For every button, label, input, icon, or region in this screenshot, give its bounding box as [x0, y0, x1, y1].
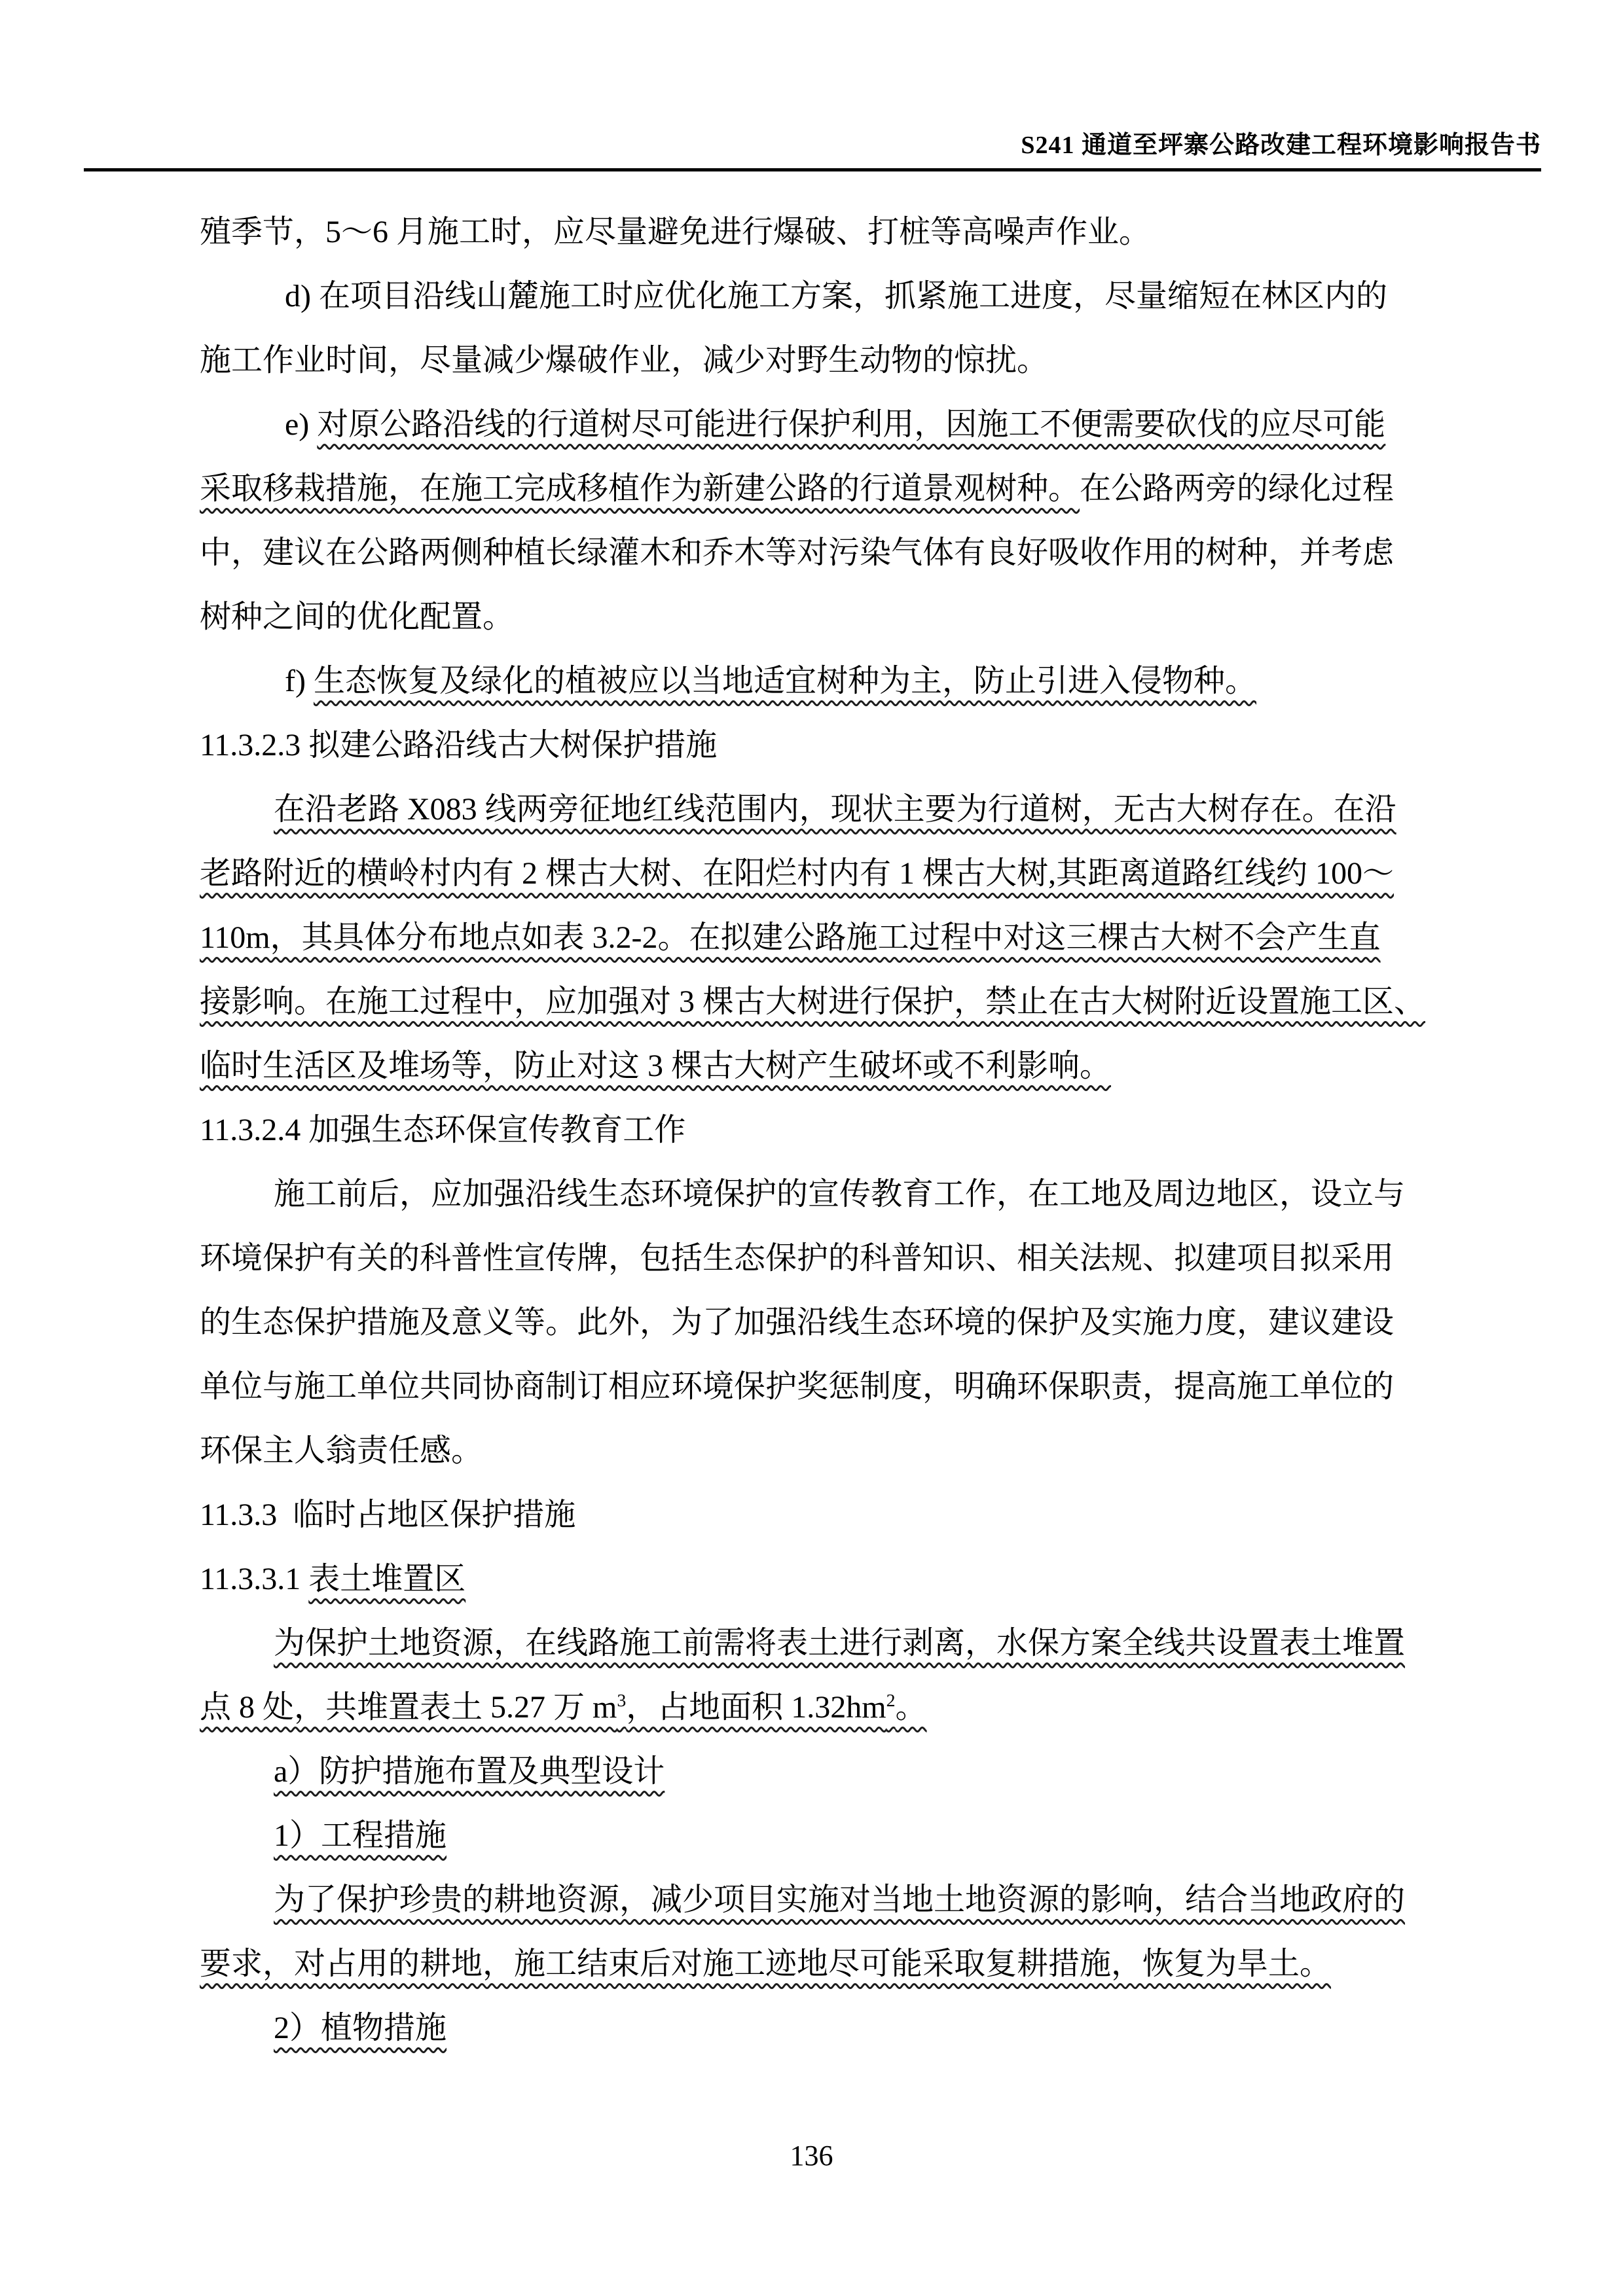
text-line — [200, 970, 1430, 1034]
text-segment: e) — [285, 407, 318, 442]
page-footer — [0, 2139, 1623, 2172]
text-line — [200, 1483, 1430, 1547]
text-segment: 在公路两旁的绿化过程 — [1080, 471, 1395, 506]
text-line — [200, 1676, 1430, 1740]
text-segment: 施工作业时间，尽量减少爆破作业，减少对野生动物的惊扰。 — [200, 343, 1049, 378]
text-segment: a）防护措施布置及典型设计 — [274, 1754, 665, 1789]
text-segment: 为保护土地资源，在线路施工前需将表土进行剥离，水保方案全线共设置表土堆置 — [274, 1626, 1406, 1660]
text-segment: 110m，其具体分布地点如表 3.2-2。在拟建公路施工过程中对这三棵古大树不会产生直 — [200, 920, 1381, 955]
text-segment: 为了保护珍贵的耕地资源，减少项目实施对当地土地资源的影响，结合当地政府的 — [274, 1882, 1406, 1917]
text-segment: 中，建议在公路两侧种植长绿灌木和乔木等对污染气体有良好吸收作用的树种，并考虑 — [200, 535, 1395, 570]
text-segment: 对原公路沿线的行道树尽可能进行保护利用，因施工不便需要砍伐的应尽可能 — [317, 407, 1386, 442]
text-segment: 点 8 处，共堆置表土 5.27 万 $m^3$，占地面积 $1.32hm^2$。 — [200, 1690, 927, 1725]
text-segment: 要求，对占用的耕地，施工结束后对施工迹地尽可能采取复耕措施，恢复为旱土。 — [200, 1946, 1332, 1981]
text-line — [200, 200, 1430, 264]
text-line — [200, 457, 1430, 521]
text-line — [200, 1868, 1430, 1932]
text-segment: 施工前后，应加强沿线生态环境保护的宣传教育工作，在工地及周边地区，设立与 — [274, 1177, 1406, 1211]
text-line — [200, 585, 1430, 649]
superscript: 3 — [617, 1691, 627, 1711]
text-line — [200, 393, 1430, 457]
text-line — [200, 1804, 1430, 1868]
text-segment: 表土堆置区 — [308, 1562, 466, 1596]
text-segment: 2）植物措施 — [274, 2011, 447, 2045]
text-segment: d) 在项目沿线山麓施工时应优化施工方案，抓紧施工进度，尽量缩短在林区内的 — [285, 279, 1387, 314]
text-line — [200, 1547, 1430, 1611]
text-segment: 生态恢复及绿化的植被应以当地适宜树种为主，防止引进入侵物种。 — [313, 664, 1256, 698]
text-segment: 单位与施工单位共同协商制订相应环境保护奖惩制度，明确环保职责，提高施工单位的 — [200, 1369, 1395, 1404]
text-line — [200, 1996, 1430, 2060]
text-line — [200, 1162, 1430, 1227]
text-line — [200, 1098, 1430, 1162]
report-title: S241 通道至坪寨公路改建工程环境影响报告书 — [1021, 132, 1541, 159]
text-line — [200, 1740, 1430, 1804]
text-segment: 环保主人翁责任感。 — [200, 1433, 483, 1468]
text-line — [200, 649, 1430, 713]
text-line — [200, 521, 1430, 585]
text-segment: 接影响。在施工过程中，应加强对 3 棵古大树进行保护，禁止在古大树附近设置施工区、 — [200, 984, 1426, 1019]
text-line — [200, 1227, 1430, 1291]
text-segment: 临时生活区及堆场等，防止对这 3 棵古大树产生破坏或不利影响。 — [200, 1049, 1112, 1083]
text-segment: 1）工程措施 — [274, 1818, 447, 1853]
text-line — [200, 842, 1430, 906]
text-segment: 11.3.3.1 — [200, 1562, 309, 1596]
text-segment: 采取移栽措施，在施工完成移植作为新建公路的行道景观树种。 — [200, 471, 1080, 506]
text-segment: f) — [285, 664, 314, 698]
text-segment: 老路附近的横岭村内有 2 棵古大树、在阳烂村内有 1 棵古大树,其距离道路红线约 100～ — [200, 856, 1395, 891]
document-body — [200, 200, 1430, 2060]
text-line — [200, 1611, 1430, 1676]
text-segment: 环境保护有关的科普性宣传牌，包括生态保护的科普知识、相关法规、拟建项目拟采用 — [200, 1241, 1395, 1276]
text-line — [200, 713, 1430, 778]
page-number: 136 — [790, 2140, 833, 2172]
text-line — [200, 1355, 1430, 1419]
text-line — [200, 1291, 1430, 1355]
text-line — [200, 778, 1430, 842]
text-segment: 的生态保护措施及意义等。此外，为了加强沿线生态环境的保护及实施力度，建议建设 — [200, 1305, 1395, 1340]
text-line — [200, 1034, 1430, 1098]
text-line — [200, 329, 1430, 393]
text-segment: 11.3.3 临时占地区保护措施 — [200, 1498, 576, 1532]
text-line — [200, 906, 1430, 970]
text-line — [200, 264, 1430, 329]
text-segment: 在沿老路 X083 线两旁征地红线范围内，现状主要为行道树，无古大树存在。在沿 — [274, 792, 1396, 827]
page-header — [84, 124, 1541, 171]
superscript: 2 — [886, 1691, 896, 1711]
text-segment: 11.3.2.3 拟建公路沿线古大树保护措施 — [200, 728, 718, 762]
text-segment: 树种之间的优化配置。 — [200, 600, 515, 634]
text-line — [200, 1419, 1430, 1483]
text-segment: 11.3.2.4 加强生态环保宣传教育工作 — [200, 1113, 686, 1147]
text-line — [200, 1932, 1430, 1996]
text-segment: 殖季节，5～6 月施工时，应尽量避免进行爆破、打桩等高噪声作业。 — [200, 215, 1151, 249]
